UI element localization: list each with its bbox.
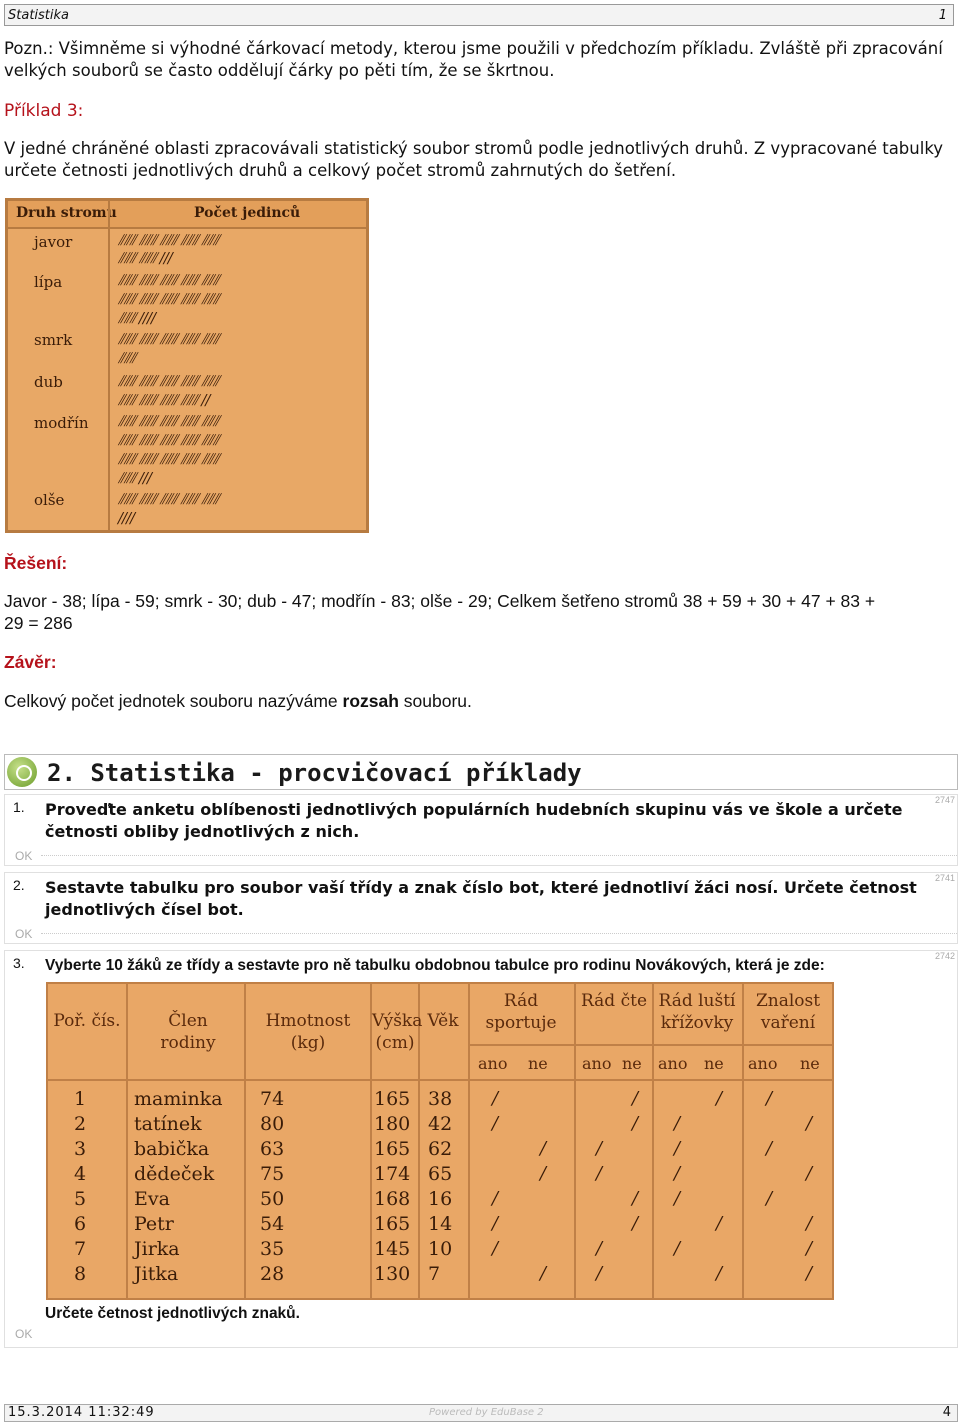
tick-mark: / <box>766 1088 773 1109</box>
row-number: 2 <box>74 1113 87 1135</box>
tally-marks: ⫽⫽⫽ //// <box>118 309 156 327</box>
header-height: Výška (cm) <box>372 1011 423 1053</box>
age-value: 42 <box>428 1113 453 1135</box>
header-num: Poř. čís. <box>53 1011 121 1031</box>
table-rule <box>244 984 246 1298</box>
table-rule <box>468 1044 832 1046</box>
note-paragraph <box>4 38 956 82</box>
ok-button[interactable]: OK <box>15 849 33 863</box>
question-id: 2747 <box>934 795 955 805</box>
tick-mark: / <box>632 1113 639 1134</box>
member-name: babička <box>134 1138 210 1160</box>
height-value: 180 <box>374 1113 411 1135</box>
conclusion-bold: rozsah <box>342 691 399 711</box>
tick-mark: / <box>596 1138 603 1159</box>
tick-mark: / <box>716 1213 723 1234</box>
tally-marks: ⫽⫽⫽ ⫽⫽⫽ ⫽⫽⫽ ⫽⫽⫽ ⫽⫽⫽ <box>118 450 219 468</box>
age-value: 65 <box>428 1163 453 1185</box>
tally-col-species: Druh stromu <box>16 205 117 221</box>
tick-mark: / <box>492 1088 499 1109</box>
tally-marks: ⫽⫽⫽ ⫽⫽⫽ ⫽⫽⫽ ⫽⫽⫽ ⫽⫽⫽ <box>118 330 219 348</box>
tick-mark: / <box>716 1088 723 1109</box>
question-id: 2742 <box>934 951 955 961</box>
note-line-2: velkých souborů se často oddělují čárky po pěti tím, že se škrtnou. <box>4 61 555 80</box>
tally-marks: ⫽⫽⫽ ⫽⫽⫽ ⫽⫽⫽ ⫽⫽⫽ ⫽⫽⫽ <box>118 271 219 289</box>
table-rule <box>48 1079 832 1081</box>
tick-mark: / <box>674 1113 681 1134</box>
footer-powered: Powered by EduBase 2 <box>429 1407 544 1418</box>
note-line-1: Pozn.: Všimněme si výhodné čárkovací metody, kterou jsme použili v předchozím příkladu. Zvláště při zpracování <box>4 39 943 58</box>
no-label: ne <box>622 1054 642 1073</box>
tally-divider <box>108 201 110 530</box>
height-value: 174 <box>374 1163 411 1185</box>
question-1 <box>4 794 958 866</box>
question-2 <box>4 872 958 944</box>
tick-mark: / <box>806 1263 813 1284</box>
tick-mark: / <box>806 1238 813 1259</box>
table-rule <box>468 984 470 1298</box>
header-age: Věk <box>427 1011 459 1031</box>
tick-mark: / <box>632 1213 639 1234</box>
member-name: tatínek <box>134 1113 202 1135</box>
member-name: Jitka <box>134 1263 179 1285</box>
member-name: Eva <box>134 1188 170 1210</box>
tally-marks: ⫽⫽⫽ ⫽⫽⫽ ⫽⫽⫽ ⫽⫽⫽ ⫽⫽⫽ <box>118 412 219 430</box>
tick-mark: / <box>806 1163 813 1184</box>
height-value: 165 <box>374 1088 411 1110</box>
tally-row-name: dub <box>34 373 63 391</box>
solution-line-2: 29 = 286 <box>4 613 73 633</box>
weight-value: 54 <box>260 1213 285 1235</box>
section-title: 2. Statistika - procvičovací příklady <box>47 759 582 787</box>
tick-mark: / <box>596 1263 603 1284</box>
tally-table-image <box>5 198 369 533</box>
header-sport: Rád sportuje <box>485 991 557 1033</box>
header-member: Člen rodiny <box>160 1011 216 1053</box>
ok-button[interactable]: OK <box>15 927 33 941</box>
tick-mark: / <box>596 1163 603 1184</box>
question-followup: Určete četnost jednotlivých znaků. <box>45 1305 300 1322</box>
conclusion-title: Závěr: <box>4 652 57 672</box>
yes-label: ano <box>582 1054 612 1073</box>
weight-value: 28 <box>260 1263 285 1285</box>
weight-value: 63 <box>260 1138 285 1160</box>
tick-mark: / <box>806 1113 813 1134</box>
member-name: maminka <box>134 1088 223 1110</box>
header-cross: Rád luští křížovky <box>658 991 736 1033</box>
yes-label: ano <box>658 1054 688 1073</box>
member-name: dědeček <box>134 1163 215 1185</box>
question-text: Vyberte 10 žáků ze třídy a sestavte pro ně tabulku obdobnou tabulce pro rodinu Novákových, která je zde: <box>45 957 825 974</box>
no-label: ne <box>528 1054 548 1073</box>
edubase-logo-icon <box>7 757 37 787</box>
member-name: Petr <box>134 1213 174 1235</box>
example-line-1: V jedné chráněné oblasti zpracovávali statistický soubor stromů podle jednotlivých druhů. Z vypracované tabulky <box>4 139 944 158</box>
tick-mark: / <box>806 1213 813 1234</box>
tally-marks: ⫽⫽⫽ ⫽⫽⫽ ⫽⫽⫽ ⫽⫽⫽ ⫽⫽⫽ <box>118 490 219 508</box>
tick-mark: / <box>674 1163 681 1184</box>
row-number: 5 <box>74 1188 87 1210</box>
age-value: 10 <box>428 1238 453 1260</box>
page-header <box>4 4 954 26</box>
solution-paragraph <box>4 590 956 634</box>
tally-row-name: javor <box>34 233 73 251</box>
tick-mark: / <box>716 1263 723 1284</box>
question-text: Proveďte anketu oblíbenosti jednotlivých populárních hudebních skupinu vás ve škole a určete četnosti obliby jednotlivých z nich. <box>45 800 903 841</box>
solution-line-1: Javor - 38; lípa - 59; smrk - 30; dub - 47; modřín - 83; olše - 29; Celkem šetřeno stromů 38 + 59 + 30 + 47 + 83 + <box>4 591 876 611</box>
page-footer <box>4 1404 958 1422</box>
tick-mark: / <box>596 1238 603 1259</box>
section-header <box>4 754 958 790</box>
tick-mark: / <box>766 1138 773 1159</box>
question-number: 1. <box>13 799 25 815</box>
tally-row-name: modřín <box>34 414 89 432</box>
tally-row-name: smrk <box>34 331 73 349</box>
no-label: ne <box>800 1054 820 1073</box>
tick-mark: / <box>540 1163 547 1184</box>
tally-row-name: olše <box>34 491 65 509</box>
row-number: 1 <box>74 1088 87 1110</box>
member-name: Jirka <box>134 1238 180 1260</box>
tally-marks: ⫽⫽⫽ ⫽⫽⫽ ⫽⫽⫽ ⫽⫽⫽ ⫽⫽⫽ <box>118 231 219 249</box>
solution-title: Řešení: <box>4 553 68 573</box>
header-read: Rád čte <box>580 991 648 1011</box>
age-value: 14 <box>428 1213 453 1235</box>
weight-value: 80 <box>260 1113 285 1135</box>
tick-mark: / <box>674 1238 681 1259</box>
family-table-image <box>46 982 834 1300</box>
tally-marks: ⫽⫽⫽ ⫽⫽⫽ ⫽⫽⫽ ⫽⫽⫽ // <box>118 391 210 409</box>
header-title: Statistika <box>8 8 70 23</box>
example-title: Příklad 3: <box>4 101 84 121</box>
tick-mark: / <box>540 1263 547 1284</box>
no-label: ne <box>704 1054 724 1073</box>
answer-line <box>41 855 957 857</box>
row-number: 3 <box>74 1138 87 1160</box>
age-value: 16 <box>428 1188 453 1210</box>
tally-marks: ⫽⫽⫽ <box>118 349 136 367</box>
answer-line <box>41 933 957 935</box>
tally-marks: ⫽⫽⫽ ⫽⫽⫽ /// <box>118 249 172 267</box>
tick-mark: / <box>492 1213 499 1234</box>
question-id: 2741 <box>934 873 955 883</box>
question-number: 3. <box>13 955 25 971</box>
question-text: Sestavte tabulku pro soubor vaší třídy a znak číslo bot, které jednotliví žáci nosí. Určete četnost jednotlivých čísel bot. <box>45 878 917 919</box>
tick-mark: / <box>492 1238 499 1259</box>
tick-mark: / <box>632 1088 639 1109</box>
header-weight: Hmotnost (kg) <box>265 1011 351 1053</box>
tally-table-header <box>8 201 366 229</box>
footer-page-number: 4 <box>942 1405 951 1420</box>
row-number: 7 <box>74 1238 87 1260</box>
height-value: 130 <box>374 1263 411 1285</box>
weight-value: 75 <box>260 1163 285 1185</box>
age-value: 62 <box>428 1138 453 1160</box>
tally-marks: ⫽⫽⫽ ⫽⫽⫽ ⫽⫽⫽ ⫽⫽⫽ ⫽⫽⫽ <box>118 372 219 390</box>
height-value: 168 <box>374 1188 411 1210</box>
tally-marks: ⫽⫽⫽ ⫽⫽⫽ ⫽⫽⫽ ⫽⫽⫽ ⫽⫽⫽ <box>118 290 219 308</box>
example-paragraph <box>4 138 956 182</box>
ok-button[interactable]: OK <box>15 1327 33 1341</box>
example-line-2: určete četnosti jednotlivých druhů a celkový počet stromů zahrnutých do šetření. <box>4 161 677 180</box>
header-page-number: 1 <box>938 8 947 23</box>
footer-datetime: 15.3.2014 11:32:49 <box>8 1405 155 1420</box>
row-number: 8 <box>74 1263 87 1285</box>
row-number: 6 <box>74 1213 87 1235</box>
tally-row-name: lípa <box>34 273 63 291</box>
tick-mark: / <box>674 1138 681 1159</box>
question-number: 2. <box>13 877 25 893</box>
tally-marks: //// <box>118 509 135 527</box>
tick-mark: / <box>540 1138 547 1159</box>
age-value: 38 <box>428 1088 453 1110</box>
height-value: 165 <box>374 1138 411 1160</box>
row-number: 4 <box>74 1163 87 1185</box>
height-value: 165 <box>374 1213 411 1235</box>
weight-value: 50 <box>260 1188 285 1210</box>
age-value: 7 <box>428 1263 441 1285</box>
table-rule <box>126 984 128 1298</box>
tick-mark: / <box>492 1113 499 1134</box>
table-rule <box>574 984 576 1298</box>
tick-mark: / <box>492 1188 499 1209</box>
tick-mark: / <box>766 1188 773 1209</box>
tick-mark: / <box>674 1188 681 1209</box>
header-cook: Znalost vaření <box>755 991 821 1033</box>
weight-value: 74 <box>260 1088 285 1110</box>
height-value: 145 <box>374 1238 411 1260</box>
tally-col-count: Počet jedinců <box>194 205 301 221</box>
conclusion-text: Celkový počet jednotek souboru nazýváme rozsah souboru. <box>4 691 472 711</box>
tally-marks: ⫽⫽⫽ ⫽⫽⫽ ⫽⫽⫽ ⫽⫽⫽ ⫽⫽⫽ <box>118 431 219 449</box>
yes-label: ano <box>748 1054 778 1073</box>
tick-mark: / <box>632 1188 639 1209</box>
tally-marks: ⫽⫽⫽ /// <box>118 469 151 487</box>
weight-value: 35 <box>260 1238 285 1260</box>
yes-label: ano <box>478 1054 508 1073</box>
